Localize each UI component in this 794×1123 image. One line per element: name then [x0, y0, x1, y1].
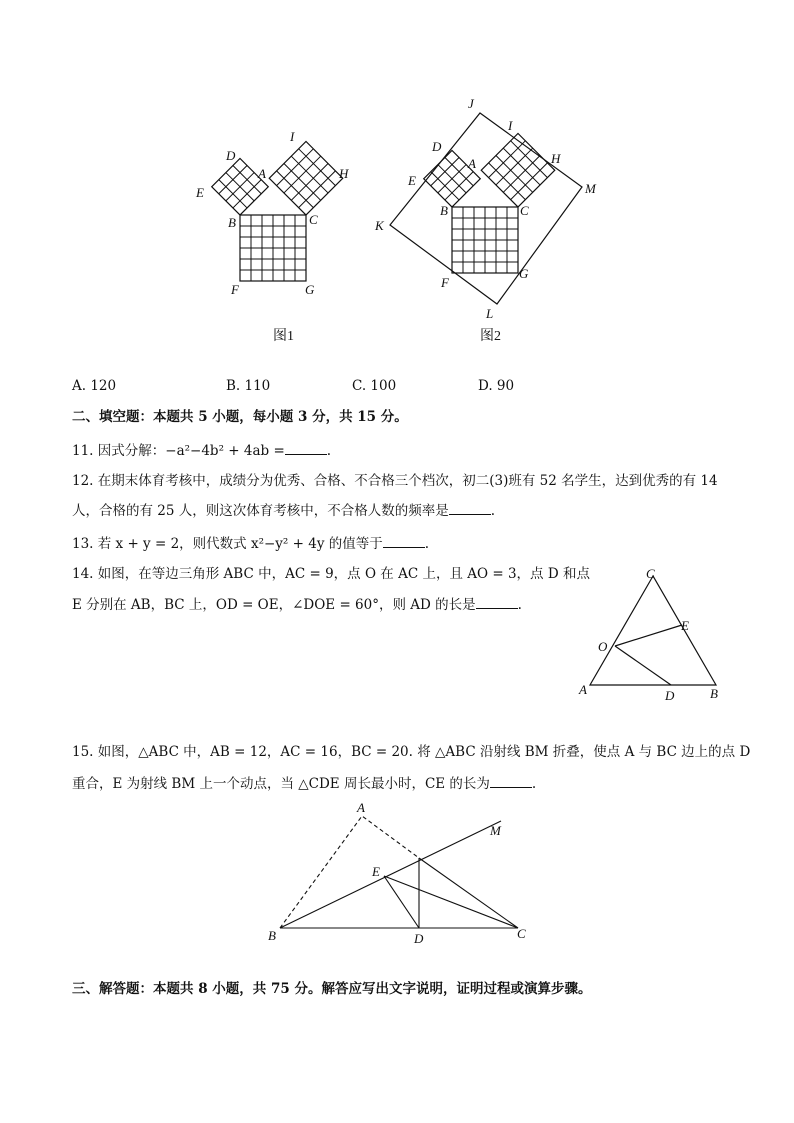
option-b: B. 110 — [226, 378, 271, 394]
question-12-line-2 — [72, 500, 495, 521]
q15-label-D: D — [414, 931, 424, 946]
q14-label-E: E — [681, 618, 689, 633]
question-15-line-1: 15. 如图，△ABC 中，AB = 12，AC = 16，BC = 20. 将 △ABC 沿射线 BM 折叠，使点 A 与 BC 边上的点 D — [72, 744, 751, 760]
figure-1-caption: 图1 — [273, 329, 294, 344]
q15-end: . — [531, 776, 537, 792]
fig1-label-B: B — [228, 215, 236, 230]
fig2-label-G: G — [519, 266, 529, 281]
q14-label-A: A — [579, 682, 587, 697]
q14-label-D: D — [665, 688, 675, 703]
q11-text: 11. 因式分解：−a²−4b² + 4ab = — [72, 443, 285, 459]
figure-2-caption: 图2 — [480, 329, 501, 344]
fig2-label-M: M — [585, 181, 596, 196]
fig2-label-F: F — [441, 275, 449, 290]
fig1-label-D: D — [226, 148, 236, 163]
fig1-label-G: G — [305, 282, 315, 297]
option-a: A. 120 — [72, 378, 117, 394]
section-2-heading: 二、填空题：本题共 5 小题，每小题 3 分，共 15 分。 — [72, 409, 408, 425]
q14-blank — [476, 594, 518, 609]
question-14-line-2 — [72, 594, 522, 615]
question-11 — [72, 440, 331, 461]
q14-text: E 分别在 AB，BC 上，OD = OE，∠DOE = 60°，则 AD 的长是 — [72, 597, 476, 613]
fig1-label-I: I — [290, 129, 295, 144]
q14-label-C: C — [646, 566, 655, 581]
fig2-label-J: J — [468, 96, 474, 111]
fig2-label-L: L — [486, 306, 494, 321]
fig1-label-H: H — [339, 166, 349, 181]
fig2-label-K: K — [375, 218, 384, 233]
q15-label-B: B — [268, 928, 276, 943]
fig2-label-B: B — [440, 203, 448, 218]
q12-text: 人，合格的有 25 人，则这次体育考核中，不合格人数的频率是 — [72, 503, 449, 519]
question-12-line-1: 12. 在期末体育考核中，成绩分为优秀、合格、不合格三个档次，初二(3)班有 52 名学生，达到优秀的有 14 — [72, 473, 718, 489]
figure-q15-fold — [260, 798, 540, 948]
fig1-label-A: A — [258, 166, 266, 181]
section-3-heading: 三、解答题：本题共 8 小题，共 75 分。解答应写出文字说明，证明过程或演算步骤。 — [72, 981, 592, 997]
option-d: D. 90 — [478, 378, 515, 394]
q13-blank — [383, 533, 425, 548]
q15-label-M: M — [490, 823, 501, 838]
q15-label-C: C — [517, 926, 526, 941]
fig2-label-E: E — [408, 173, 416, 188]
figure-q14-triangle — [560, 560, 740, 710]
q15-label-A: A — [357, 800, 365, 815]
q11-blank — [285, 440, 327, 455]
fig2-label-A: A — [468, 156, 476, 171]
fig1-label-E: E — [196, 185, 204, 200]
q13-text: 13. 若 x + y = 2，则代数式 x²−y² + 4y 的值等于 — [72, 536, 383, 552]
q15-blank — [490, 773, 532, 788]
q13-end: . — [424, 536, 430, 552]
q15-text: 重合，E 为射线 BM 上一个动点，当 △CDE 周长最小时，CE 的长为 — [72, 776, 490, 792]
fig2-label-C: C — [520, 203, 529, 218]
q14-label-O: O — [598, 639, 608, 654]
q15-label-E: E — [372, 864, 380, 879]
figure-2 — [390, 113, 582, 304]
option-c: C. 100 — [352, 378, 397, 394]
q11-end: . — [326, 443, 332, 459]
q12-blank — [449, 500, 491, 515]
fig2-label-H: H — [551, 151, 561, 166]
fig1-label-C: C — [309, 212, 318, 227]
q14-label-B: B — [710, 686, 718, 701]
fig1-label-F: F — [231, 282, 239, 297]
fig2-label-I: I — [508, 118, 513, 133]
question-14-line-1: 14. 如图，在等边三角形 ABC 中，AC = 9，点 O 在 AC 上，且 AO = 3，点 D 和点 — [72, 566, 590, 582]
fig2-label-D: D — [432, 139, 442, 154]
q12-end: . — [490, 503, 496, 519]
question-13 — [72, 533, 429, 554]
q14-end: . — [517, 597, 522, 613]
question-15-line-2 — [72, 773, 536, 794]
pythagoras-figures — [0, 0, 794, 360]
